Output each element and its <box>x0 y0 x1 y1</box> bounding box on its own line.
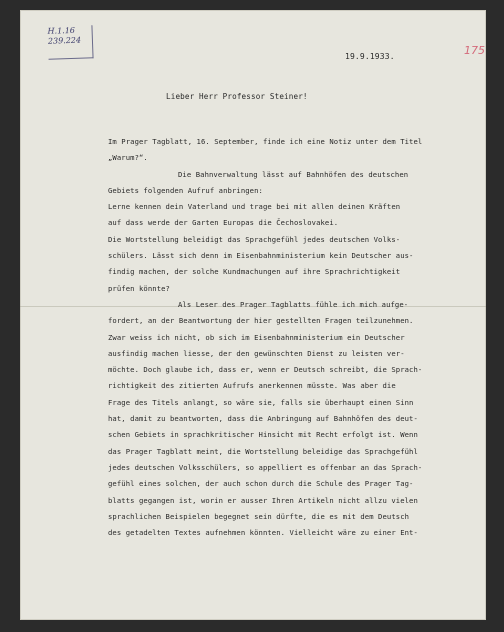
text-line: gefühl eines solchen, der auch schon durch die Schule des Prager Tag- <box>108 479 414 489</box>
text-line: Als Leser des Prager Tagblatts fühle ich mich aufge- <box>178 299 409 309</box>
text-line: das Prager Tagblatt meint, die Wortstellung beleidige das Sprachgefühl <box>108 446 418 456</box>
text-line: sprachlichen Beispielen begegnet sein dürfte, die es mit dem Deutsch <box>108 511 410 521</box>
text-line: fordert, an der Beantwortung der hier gestellten Fragen teilzunehmen. <box>108 316 414 326</box>
text-line: findig machen, der solche Kundmachungen auf ihre Sprachrichtigkeit <box>108 267 401 277</box>
text-line: Die Wortstellung beleidigt das Sprachgefühl jedes deutschen Volks- <box>108 234 401 244</box>
text-line: jedes deutschen Volksschülers, so appelliert es offenbar an das Sprach- <box>108 462 423 472</box>
text-line: schülers. Lässt sich denn im Eisenbahnministerium kein Deutscher aus- <box>108 251 414 261</box>
archive-mark-line-1: H.1.16 <box>47 25 76 36</box>
text-line: schen Gebiets in sprachkritischer Hinsicht mit Recht erfolgt ist. Wenn <box>108 430 418 440</box>
archive-mark-line-2: 239.224 <box>47 35 82 46</box>
text-line: des getadelten Textes aufnehmen könnten. Vielleicht wäre zu einer Ent- <box>108 528 418 538</box>
letter-page <box>20 10 486 620</box>
text-line: Frage des Titels anlangt, so wäre sie, falls sie überhaupt einen Sinn <box>108 397 414 407</box>
text-line: richtigkeit des zitierten Aufrufs anerkennen müsste. Was aber die <box>108 381 396 391</box>
text-line: Gebiets folgenden Aufruf anbringen: <box>108 185 263 195</box>
text-line: Zwar weiss ich nicht, ob sich im Eisenbahnministerium ein Deutscher <box>108 332 405 342</box>
salutation: Lieber Herr Professor Steiner! <box>166 92 308 101</box>
page-number: 175 <box>464 44 485 57</box>
text-line: ausfindig machen liesse, der den gewünschten Dienst zu leisten ver- <box>108 348 405 358</box>
archive-stamp <box>47 25 93 60</box>
letter-body <box>108 134 480 541</box>
text-line: Im Prager Tagblatt, 16. September, finde ich eine Notiz unter dem Titel <box>108 137 423 146</box>
text-line: prüfen könnte? <box>108 283 170 293</box>
text-line: Lerne kennen dein Vaterland und trage bei mit allen deinen Kräften <box>108 202 401 212</box>
text-line: auf dass werde der Garten Europas die Čechoslovakei. <box>108 218 339 228</box>
letter-date: 19.9.1933. <box>345 52 395 61</box>
text-line: blatts gegangen ist, worin er ausser Ihren Artikeln nicht allzu vielen <box>108 495 418 505</box>
text-line: Die Bahnverwaltung lässt auf Bahnhöfen des deutschen <box>178 169 409 179</box>
text-line: möchte. Doch glaube ich, dass er, wenn er Deutsch schreibt, die Sprach- <box>108 365 423 375</box>
text-line: hat, damit zu beantworten, dass die Anbringung auf Bahnhöfen des deut- <box>108 414 418 424</box>
text-line: „Warum?“. <box>108 153 148 163</box>
